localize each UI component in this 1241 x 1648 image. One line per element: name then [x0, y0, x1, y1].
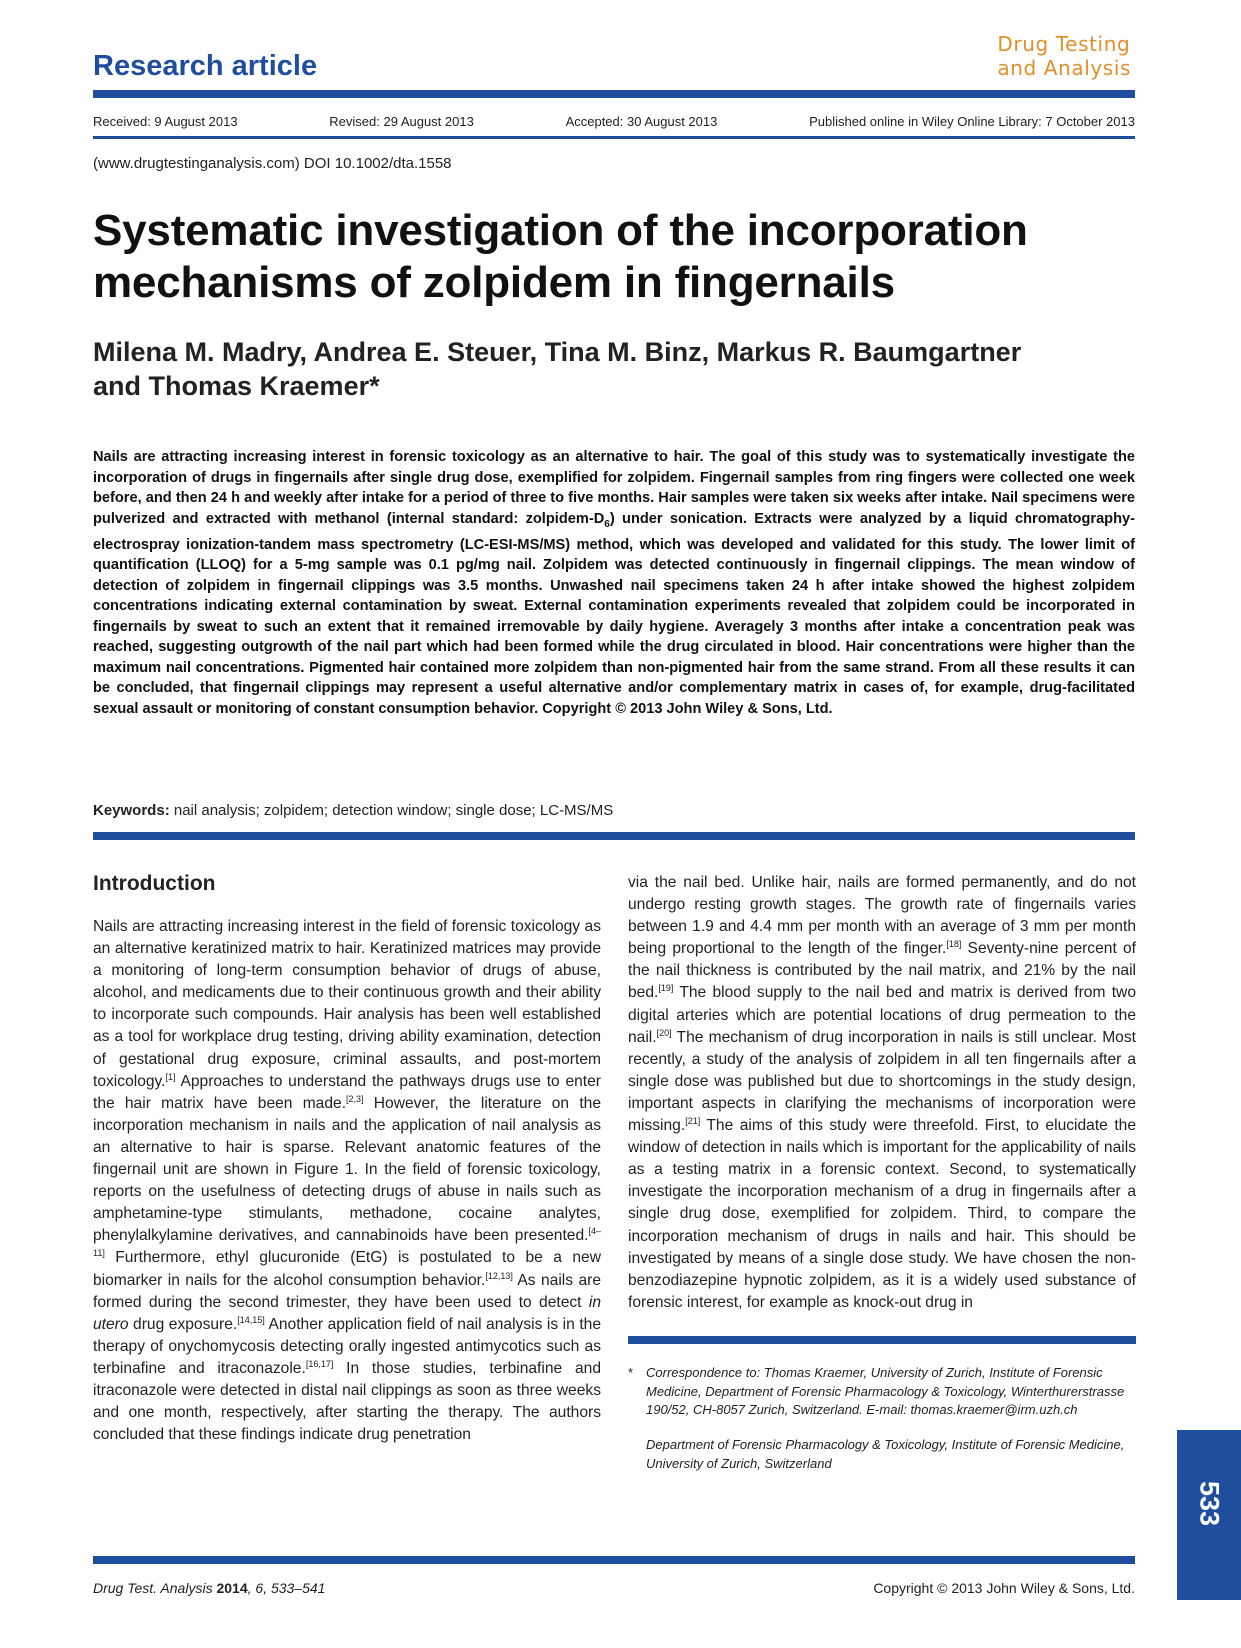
intro-text: Furthermore, ethyl glucuronide (EtG) is postulated to be a new biomarker in nails for the alcohol consumption behavior.: [93, 1249, 601, 1289]
footnote-marker: *: [628, 1365, 634, 1380]
intro-text: Approaches to understand the pathways drugs use to enter the hair matrix have been made.: [93, 1072, 601, 1112]
citation[interactable]: [14,15]: [237, 1314, 265, 1325]
keywords-label: Keywords:: [93, 802, 170, 819]
citation[interactable]: [16,17]: [305, 1358, 334, 1369]
citation[interactable]: [21]: [685, 1115, 701, 1126]
authors-line-1: Milena M. Madry, Andrea E. Steuer, Tina M. Binz, Markus R. Baumgartner: [93, 337, 1022, 367]
intro-column-right: [628, 872, 1136, 1314]
journal-logo: [997, 32, 1131, 80]
intro-text: In those studies, terbinafine and itraconazole were detected in distal nail clippings as soon as three weeks and one month, respectively, after starting the therapy. The authors concluded that these findings indicate drug penetration: [93, 1359, 601, 1444]
citation[interactable]: [20]: [656, 1027, 672, 1038]
intro-text: The aims of this study were threefold. First, to elucidate the window of detection in nails which is important for the applicability of nails as a testing matrix in a forensic context. Second, to systematically investigate the incorporation mechanism of a drug in fingernails after a single drug dose, exemplified for zolpidem. Third, to compare the incorporation mechanism of drugs in nails and hair. This should be investigated by means of a single dose study. We have chosen the non-benzodiazepine hypnotic zolpidem, as it is a widely used substance of forensic interest, for example as knock-out drug in: [628, 1117, 1136, 1311]
header-rule: [93, 90, 1135, 98]
abstract-text-a: Nails are attracting increasing interest in forensic toxicology as an alternative to hair. The goal of this study was to systematically investigate the incorporation of drugs in fingernails after single drug dose, exemplified for zolpidem. Fingernail samples from ring fingers were collected one week before, and then 24 h and weekly after intake for a period of three to five months. Hair samples were taken six weeks after intake. Nail specimens were pulverized and extracted with methanol (internal standard: zolpidem-D: [93, 449, 1135, 527]
abstract-text-b: ) under sonication. Extracts were analyzed by a liquid chromatography-electrospray ionization-tandem mass spectrometry (LC-ESI-MS/MS) method, which was developed and validated for this study. The lower limit of quantification (LLOQ) for a 5-mg sample was 0.1 pg/mg nail. Zolpidem was detected continuously in fingernail clippings. The mean window of detection of zolpidem in fingernail clippings was 3.5 months. Unwashed nail specimens taken 24 h after intake showed the highest zolpidem concentrations indicating external contamination by sweat. External contamination experiments revealed that zolpidem could be incorporated in fingernails by sweat to such an extent that it remained irremovable by daily hygiene. Averagely 3 months after intake a concentration peak was reached, suggesting outgrowth of the nail part which had been formed while the drug circulated in blood. Hair concentrations were higher than the maximum nail concentrations. Pigmented hair contained more zolpidem than non-pigmented hair from the same strand. From all these results it can be concluded, that fingernail clippings may represent a useful alternative and/or complementary matrix in cases of, for example, drug-facilitated sexual assault or monitoring of constant consumption behavior. Copyright © 2013 John Wiley & Sons, Ltd.: [93, 510, 1135, 717]
keywords: [93, 802, 613, 819]
affiliation-text: Department of Forensic Pharmacology & Toxicology, Institute of Forensic Medicine, University of Zurich, Switzerland: [646, 1437, 1125, 1471]
abstract-subscript: 6: [604, 518, 610, 530]
intro-text: Seventy-nine percent of the nail thickness is contributed by the nail matrix, and 21% by the nail bed.: [628, 940, 1136, 1002]
journal-logo-line2: and Analysis: [997, 56, 1131, 80]
correspondence-footnote: [628, 1364, 1136, 1420]
citation-footer: [93, 1580, 325, 1596]
article-dates: [93, 114, 1135, 129]
citation[interactable]: [18]: [946, 939, 962, 950]
revised-date: Revised: 29 August 2013: [329, 114, 474, 129]
received-date: Received: 9 August 2013: [93, 114, 238, 129]
intro-text: The mechanism of drug incorporation in nails is still unclear. Most recently, a study of the analysis of zolpidem in all ten fingernails after a single dose was published but due to shortcomings in the study design, important aspects in clarifying the mechanisms of incorporation were missing.: [628, 1028, 1136, 1135]
footnote-rule: [628, 1336, 1136, 1344]
abstract-rule: [93, 832, 1135, 840]
author-list: [93, 335, 1153, 403]
volume-pages: , 6, 533–541: [247, 1580, 326, 1596]
intro-text: However, the literature on the incorporation mechanism in nails and the application of nail analysis as an alternative to hair is sparse. Relevant anatomic features of the fingernail unit are shown in Figure 1. In the field of forensic toxicology, reports on the usefulness of detecting drugs of abuse in nails such as amphetamine-type stimulants, methadone, cocaine analytes, phenylalkylamine derivatives, and cannabinoids have been presented.: [93, 1094, 601, 1245]
citation[interactable]: [1]: [165, 1071, 176, 1082]
journal-logo-line1: Drug Testing: [997, 32, 1131, 56]
intro-text: The blood supply to the nail bed and matrix is derived from two digital arteries which are potential locations of drug permeation to the nail.: [628, 984, 1136, 1046]
affiliation-footnote: [628, 1436, 1136, 1473]
article-title: [93, 205, 1153, 309]
citation[interactable]: [4–11]: [93, 1226, 601, 1259]
intro-text: via the nail bed. Unlike hair, nails are formed permanently, and do not undergo resting growth stages. The growth rate of fingernails varies between 1.9 and 4.4 mm per month with an average of 3 mm per month being proportional to the length of the finger.: [628, 874, 1136, 958]
intro-text: Nails are attracting increasing interest in the field of forensic toxicology as an alternative keratinized matrix to hair. Keratinized matrices may provide a monitoring of long-term consumption behavior of drugs of abuse, alcohol, and medicaments due to their continuous growth and their ability to incorporate such compounds. Hair analysis has been well established as a tool for workplace drug testing, driving ability examination, detection of gestational drug exposure, criminal assaults, and post-mortem toxicology.: [93, 918, 601, 1090]
intro-italic: in utero: [93, 1293, 601, 1333]
intro-text: drug exposure.: [128, 1315, 238, 1333]
intro-column-left: [93, 916, 601, 1446]
introduction-heading: Introduction: [93, 872, 216, 895]
page-number-tab: [1177, 1430, 1241, 1600]
journal-year: 2014: [216, 1580, 248, 1596]
copyright-footer: Copyright © 2013 John Wiley & Sons, Ltd.: [873, 1580, 1135, 1596]
title-line-1: Systematic investigation of the incorporation: [93, 206, 1028, 255]
authors-line-2: and Thomas Kraemer*: [93, 371, 380, 401]
abstract: [93, 447, 1135, 719]
intro-text: Another application field of nail analysis is in the therapy of onychomycosis detecting orally ingested antimycotics such as terbinafine and itraconazole.: [93, 1315, 601, 1377]
dates-rule: [93, 136, 1135, 139]
published-date: Published online in Wiley Online Library: 7 October 2013: [809, 114, 1135, 129]
journal-abbrev: Drug Test. Analysis: [93, 1580, 217, 1596]
correspondence-text: Correspondence to: Thomas Kraemer, University of Zurich, Institute of Forensic Medicine, Department of Forensic Pharmacology & Toxicology, Winterthurerstrasse 190/52, CH-8057 Zurich, Switzerland. E-mail: thomas.kraemer@irm.uzh.ch: [646, 1365, 1125, 1417]
accepted-date: Accepted: 30 August 2013: [565, 114, 718, 129]
section-label: Research article: [93, 50, 318, 82]
intro-text: As nails are formed during the second trimester, they have been used to detect: [93, 1271, 601, 1311]
citation[interactable]: [2,3]: [346, 1093, 364, 1104]
page-number: 533: [1194, 1480, 1225, 1527]
doi: (www.drugtestinganalysis.com) DOI 10.1002/dta.1558: [93, 155, 452, 172]
citation[interactable]: [19]: [658, 983, 674, 994]
keywords-list: nail analysis; zolpidem; detection window; single dose; LC-MS/MS: [169, 802, 614, 819]
title-line-2: mechanisms of zolpidem in fingernails: [93, 258, 895, 307]
footer-rule: [93, 1556, 1135, 1564]
citation[interactable]: [12,13]: [485, 1270, 513, 1281]
